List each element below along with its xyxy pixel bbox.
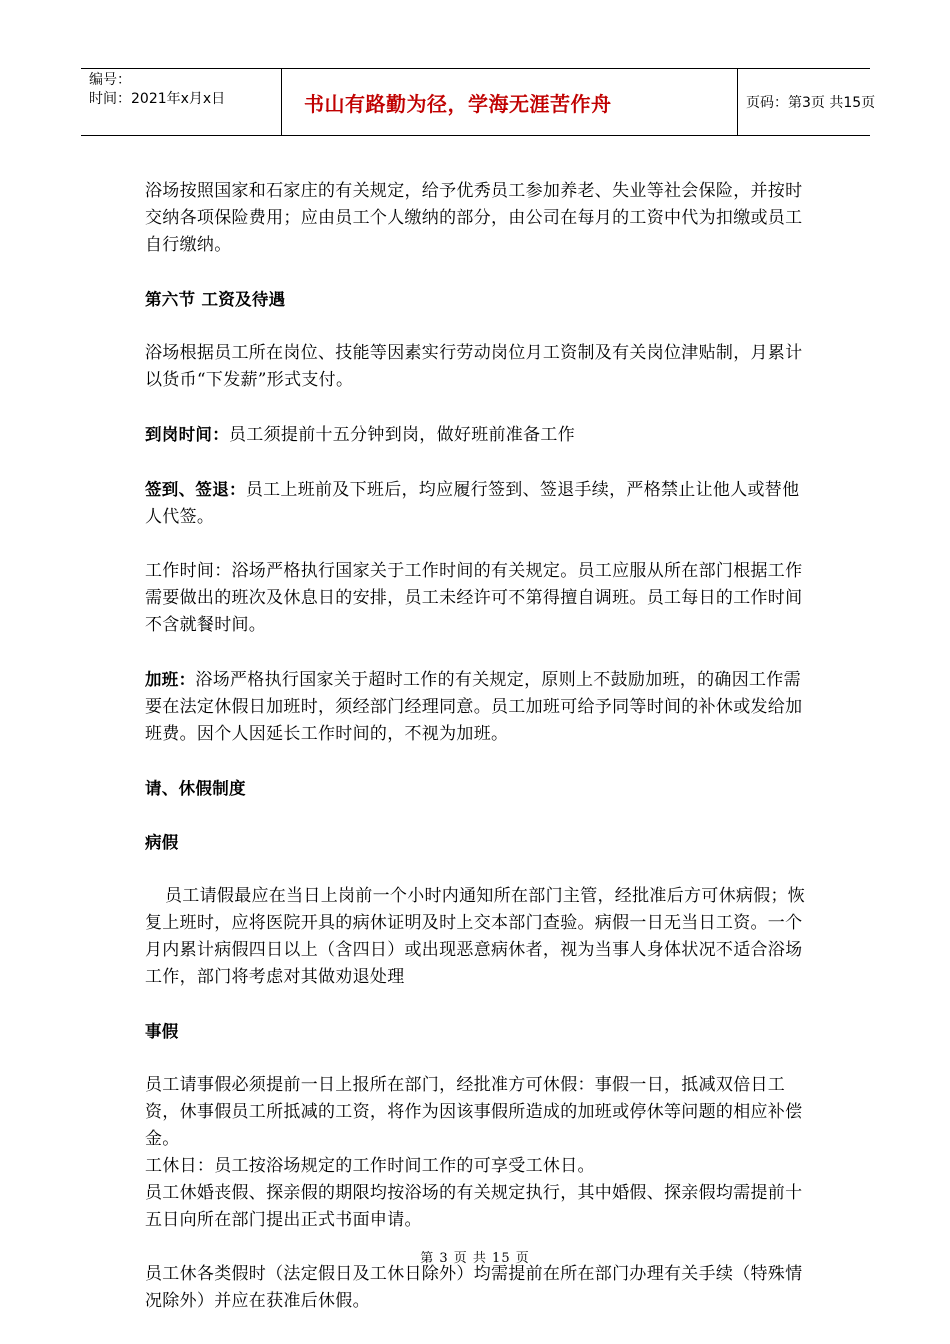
paragraph-rest-day: 工休日：员工按浴场规定的工作时间工作的可享受工休日。 [145, 1156, 595, 1176]
paragraph-signin [145, 476, 813, 531]
number-label: 编号： [89, 72, 131, 88]
overtime-label: 加班： [145, 670, 196, 689]
document-body [145, 178, 813, 1315]
page-footer: 第 3 页 共 15 页 [420, 1251, 530, 1266]
leave-title: 请、休假制度 [145, 779, 246, 798]
signin-text: 员工上班前及下班后，均应履行签到、签退手续，严格禁止让他人或替他人代签。 [145, 480, 800, 527]
header-motto: 书山有路勤为径，学海无涯苦作舟 [282, 69, 738, 135]
paragraph-salary: 浴场根据员工所在岗位、技能等因素实行劳动岗位月工资制及有关岗位津贴制，月累计以货币“下发薪”形式支付。 [145, 343, 803, 390]
signin-label: 签到、签退： [145, 480, 246, 499]
date-label: 时间：2021年x月x日 [89, 91, 226, 107]
paragraph-marriage-leave: 员工休婚丧假、探亲假的期限均按浴场的有关规定执行，其中婚假、探亲假均需提前十五日向所在部门提出正式书面申请。 [145, 1183, 803, 1230]
paragraph-worktime: 工作时间：浴场严格执行国家关于工作时间的有关规定。员工应服从所在部门根据工作需要做出的班次及休息日的安排，员工未经许可不第得擅自调班。员工每日的工作时间不含就餐时间。 [145, 561, 803, 635]
paragraph-insurance: 浴场按照国家和石家庄的有关规定，给予优秀员工参加养老、失业等社会保险，并按时交纳各项保险费用；应由员工个人缴纳的部分，由公司在每月的工资中代为扣缴或员工自行缴纳。 [145, 181, 803, 255]
section-title: 第六节 工资及待遇 [145, 290, 286, 309]
overtime-text: 浴场严格执行国家关于超时工作的有关规定，原则上不鼓励加班，的确因工作需要在法定休假日加班时，须经部门经理同意。员工加班可给予同等时间的补休或发给加班费。因个人因延长工作时间的，不视为加班。 [145, 670, 803, 744]
arrival-text: 员工须提前十五分钟到岗，做好班前准备工作 [229, 425, 575, 445]
page-header [81, 68, 876, 136]
header-page-info: 页码：第3页 共15页 [746, 95, 876, 111]
sick-leave-title: 病假 [145, 833, 179, 852]
paragraph-all-leave: 员工休各类假时（法定假日及工休日除外）均需提前在所在部门办理有关手续（特殊情况除外）并应在获准后休假。 [145, 1264, 803, 1311]
personal-leave-title: 事假 [145, 1022, 179, 1041]
paragraph-personal-leave: 员工请事假必须提前一日上报所在部门，经批准方可休假：事假一日，抵减双倍日工资，休事假员工所抵减的工资，将作为因该事假所造成的加班或停休等问题的相应补偿金。 [145, 1075, 803, 1149]
header-meta [81, 69, 282, 135]
paragraph-arrival [145, 421, 813, 449]
arrival-label: 到岗时间： [145, 425, 229, 444]
paragraph-sick-leave: 员工请假最应在当日上岗前一个小时内通知所在部门主管，经批准后方可休病假；恢复上班时，应将医院开具的病休证明及时上交本部门查验。病假一日无当日工资。一个月内累计病假四日以上（含四日）或出现恶意病休者，视为当事人身体状况不适合浴场工作，部门将考虑对其做劝退处理 [145, 886, 806, 987]
paragraph-overtime [145, 666, 813, 748]
